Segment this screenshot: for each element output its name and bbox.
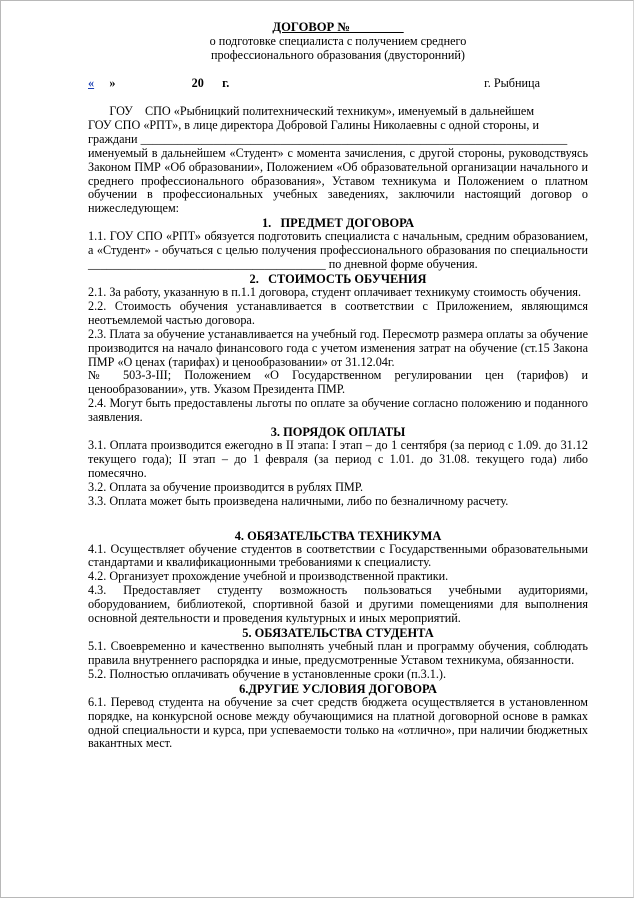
section-paragraph: 4.1. Осуществляет обучение студентов в соответствии с Государственными образовательными стандартами и квалификационными требованиями к специалисту. — [88, 541, 588, 570]
date-field — [88, 77, 229, 91]
preamble-line-2: ГОУ СПО «РПТ», в лице директора Добровой Галины Николаевны с одной стороны, и — [88, 117, 539, 132]
section-paragraph: 6.1. Перевод студента на обучение за счет средств бюджета осуществляется в установленном порядке, на конкурсной основе между обучающимися на платной договорной основе в рамках одной специальности и курса, при успеваемости только на «отлично», при наличии бюджетных вакантных мест. — [88, 694, 588, 751]
date-line — [88, 77, 588, 93]
section-heading: 2. СТОИМОСТЬ ОБУЧЕНИЯ — [249, 271, 427, 286]
section-heading: 1. ПРЕДМЕТ ДОГОВОРА — [261, 216, 415, 231]
section-paragraph: 3.2. Оплата за обучение производится в рублях ПМР. — [88, 479, 364, 494]
section-paragraph: 4.2. Организует прохождение учебной и производственной практики. — [88, 569, 449, 584]
contract-title: ДОГОВОР № ________ — [272, 20, 404, 34]
section-heading: 4. ОБЯЗАТЕЛЬСТВА ТЕХНИКУМА — [234, 528, 442, 543]
section-paragraph: № 503-З-III; Положением «О Государственном регулировании цен (тарифов) и ценообразовании», утв. Указом Президента ПМР. — [88, 368, 588, 397]
section-paragraph: 5.1. Своевременно и качественно выполнять учебный план и программу обучения, соблюдать правила внутреннего распорядка и иные, предусмотренные Уставом техникума, обязанности. — [88, 639, 588, 667]
contract-page — [88, 20, 588, 751]
section-heading: 6.ДРУГИЕ УСЛОВИЯ ДОГОВОРА — [239, 681, 437, 696]
section-paragraph: 2.1. За работу, указанную в п.1.1 договора, студент оплачивает техникуму стоимость обучения. — [88, 284, 582, 299]
section-paragraph: 2.4. Могут быть предоставлены льготы по оплате за обучение согласно положению и поданного заявления. — [88, 396, 588, 425]
date-open-quote: « — [88, 76, 95, 90]
section-paragraph: 2.2. Стоимость обучения устанавливается в соответствии с Приложением, являющимся неотъемлемой частью договора. — [88, 298, 588, 327]
section-paragraph: 1.1. ГОУ СПО «РПТ» обязуется подготовить специалиста с начальным, средним образованием, а «Студент» - обучаться с целью получения профессионального образования по специальности _______________________________________ по дневной форме обучения. — [88, 229, 588, 272]
section-paragraph: 4.3. Предоставляет студенту возможность пользоваться учебными аудиториями, оборудованием, библиотекой, спортивной базой и другими помещениями для выполнения основной деятельности и проведения культурных и иных мероприятий. — [88, 583, 588, 626]
date-rest: » 20 г. — [94, 76, 230, 90]
contract-subtitle-2: профессионального образования (двусторонний) — [211, 48, 465, 62]
section-paragraph: 2.3. Плата за обучение устанавливается на учебный год. Пересмотр размера оплаты за обучение производится на начало финансового года с учетом изменения затрат на обучение (ст.15 Закона ПМР «О ценах (тарифах) и ценообразовании» от 31.12.04г. — [88, 326, 588, 369]
preamble-line-1: ГОУ СПО «Рыбницкий политехнический техникум», именуемый в дальнейшем — [88, 104, 535, 118]
section-heading: 5. ОБЯЗАТЕЛЬСТВА СТУДЕНТА — [242, 626, 434, 640]
city: г. Рыбница — [484, 76, 540, 90]
section-paragraph: 5.2. Полностью оплачивать обучение в установленные сроки (п.3.1.). — [88, 666, 447, 681]
section-paragraph: 3.3. Оплата может быть произведена наличными, либо по безналичному расчету. — [88, 493, 509, 508]
contract-subtitle-1: о подготовке специалиста с получением среднего — [209, 34, 467, 48]
preamble-line-3: граждани ______________________________________________________________________ — [88, 132, 568, 146]
section-paragraph: 3.1. Оплата производится ежегодно в II этапа: I этап – до 1 сентября (за период с 1.09. до 31.12 текущего года); II этап – до 1 февраля (за период с 1.01. до 31.08. текущего года) либо помесячно. — [88, 438, 588, 480]
section-heading: 3. ПОРЯДОК ОПЛАТЫ — [270, 425, 406, 440]
preamble-body: именуемый в дальнейшем «Студент» с момента зачисления, с другой стороны, руководствуясь Законом ПМР «Об образовании», Положением «Об образовательной организации начального и среднего профессионального образования», Уставом техникума и Положением о платном обучении в профессиональных учебных заведениях, заключили настоящий договор о нижеследующем: — [88, 145, 588, 216]
